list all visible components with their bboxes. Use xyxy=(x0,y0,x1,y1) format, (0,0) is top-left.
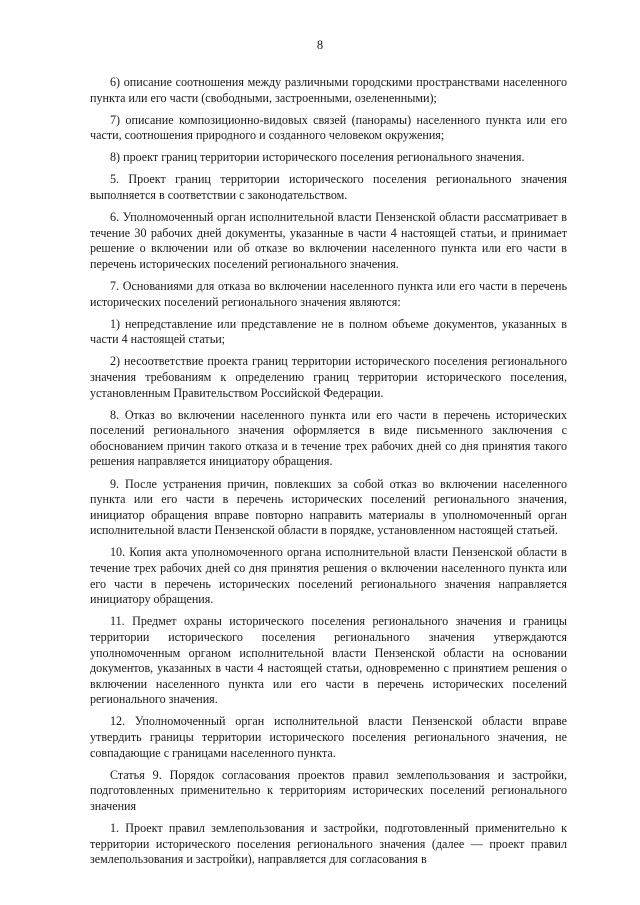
paragraph-part-7: 7. Основаниями для отказа во включении населенного пункта или его части в перечень исторических поселений регионального значения являются: xyxy=(90,279,567,309)
paragraph-part-8: 8. Отказ во включении населенного пункта или его части в перечень исторических поселений регионального значения оформляется в виде письменного заключения с обоснованием причин такого отказа и в течение трех рабочих дней со дня принятия такого решения направляется инициатору обращения. xyxy=(90,407,567,469)
paragraph-part-7-item-2: 2) несоответствие проекта границ территории исторического поселения регионального значения требованиям к определению границ территории исторического поселения, установленным Правительством Российской Федерации. xyxy=(90,354,567,400)
paragraph-item-6: 6) описание соотношения между различными городскими пространствами населенного пункта или его части (свободными, застроенными, озелененными); xyxy=(90,75,567,105)
page-number: 8 xyxy=(316,38,324,52)
document-body xyxy=(90,75,567,874)
paragraph-part-6: 6. Уполномоченный орган исполнительной власти Пензенской области рассматривает в течение 30 рабочих дней документы, указанные в части 4 настоящей статьи, и принимает решение о включении или об отказе во включении населенного пункта или его части в перечень исторических поселений регионального значения. xyxy=(90,210,567,271)
article-9-heading: Статья 9. Порядок согласования проектов правил землепользования и застройки, подготовленных применительно к территориям исторических поселений регионального значения xyxy=(90,767,567,813)
paragraph-part-10: 10. Копия акта уполномоченного органа исполнительной власти Пензенской области в течение трех рабочих дней со дня принятия решения о включении населенного пункта или его части в перечень исторических поселений регионального значения направляется инициатору обращения. xyxy=(90,545,567,607)
paragraph-item-7: 7) описание композиционно-видовых связей (панорамы) населенного пункта или его части, соотношения природного и созданного человеком окружения; xyxy=(90,112,567,143)
paragraph-part-7-item-1: 1) непредставление или представление не в полном объеме документов, указанных в части 4 настоящей статьи; xyxy=(90,316,567,347)
article-9-part-1: 1. Проект правил землепользования и застройки, подготовленный применительно к территории исторического поселения регионального значения (далее — проект правил землепользования и застройки), направляется для согласования в xyxy=(90,820,567,867)
paragraph-part-12: 12. Уполномоченный орган исполнительной власти Пензенской области вправе утвердить границы территории исторического поселения регионального значения, не совпадающие с границами населенного пункта. xyxy=(90,714,567,760)
paragraph-part-5: 5. Проект границ территории исторического поселения регионального значения выполняется в соответствии с законодательством. xyxy=(90,172,567,203)
paragraph-item-8: 8) проект границ территории исторического поселения регионального значения. xyxy=(110,150,525,165)
paragraph-part-11: 11. Предмет охраны исторического поселения регионального значения и границы территории исторического поселения регионального значения утверждаются уполномоченным органом исполнительной власти Пензенской области на основании документов, указанных в части 4 настоящей статьи, одновременно с принятием решения о включении населенного пункта или его части в перечень исторических поселений регионального значения. xyxy=(90,614,567,707)
paragraph-part-9: 9. После устранения причин, повлекших за собой отказ во включении населенного пункта или его части в перечень исторических поселений регионального значения, инициатор обращения вправе повторно направить материалы в уполномоченный орган исполнительной власти Пензенской области в порядке, установленном настоящей статьей. xyxy=(90,476,567,538)
